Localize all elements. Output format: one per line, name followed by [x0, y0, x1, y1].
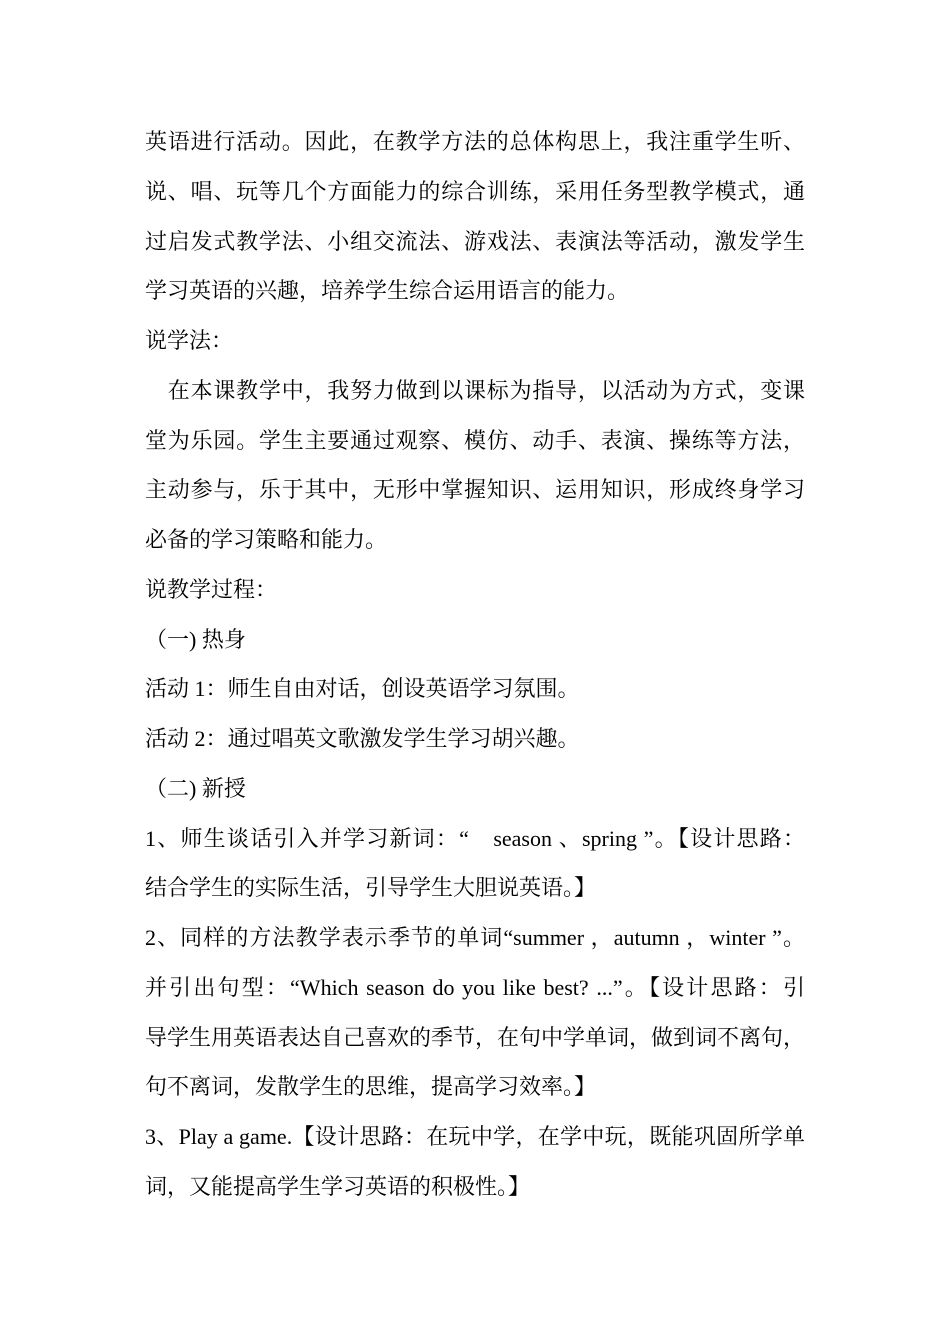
text-line: 活动 1：师生自由对话，创设英语学习氛围。	[145, 676, 580, 702]
text-line: 说学法：	[145, 328, 234, 353]
text-line: 2、同样的方法教学表示季节的单词“summer ，autumn ，winter ”。	[145, 925, 805, 950]
text-line: 句不离词，发散学生的思维，提高学习效率。】	[145, 1074, 597, 1100]
text-line: 过启发式教学法、小组交流法、游戏法、表演法等活动，激发学生	[145, 228, 805, 254]
text-line: 并引出句型：“Which season do you like best? ...”。【设计思路：引	[145, 974, 805, 1000]
text-line: 必备的学习策略和能力。	[145, 527, 388, 552]
text-line: 在本课教学中，我努力做到以课标为指导，以活动为方式，变课	[145, 377, 805, 403]
text-line: 导学生用英语表达自己喜欢的季节，在句中学单词，做到词不离句，	[145, 1024, 806, 1050]
text-line: 堂为乐园。学生主要通过观察、模仿、动手、表演、操练等方法，	[145, 427, 805, 453]
text-line: 1、师生谈话引入并学习新词：“ season 、spring ”。【设计思路：	[145, 825, 805, 851]
text-line: 词，又能提高学生学习英语的积极性。】	[145, 1173, 531, 1199]
text-line: 3、Play a game.【设计思路：在玩中学，在学中玩，既能巩固所学单	[145, 1124, 805, 1149]
text-line: 活动 2：通过唱英文歌激发学生学习胡兴趣。	[145, 726, 580, 751]
text-line: 说教学过程：	[145, 576, 278, 602]
text-line: （二) 新授	[145, 775, 246, 801]
text-line: 英语进行活动。因此，在教学方法的总体构思上，我注重学生听、	[145, 129, 805, 154]
text-line: （一) 热身	[145, 626, 246, 652]
text-line: 学习英语的兴趣，培养学生综合运用语言的能力。	[145, 278, 630, 304]
text-line: 主动参与，乐于其中，无形中掌握知识、运用知识，形成终身学习	[145, 477, 805, 503]
text-line: 说、唱、玩等几个方面能力的综合训练，采用任务型教学模式，通	[145, 178, 805, 204]
text-line: 结合学生的实际生活，引导学生大胆说英语。】	[145, 875, 597, 901]
